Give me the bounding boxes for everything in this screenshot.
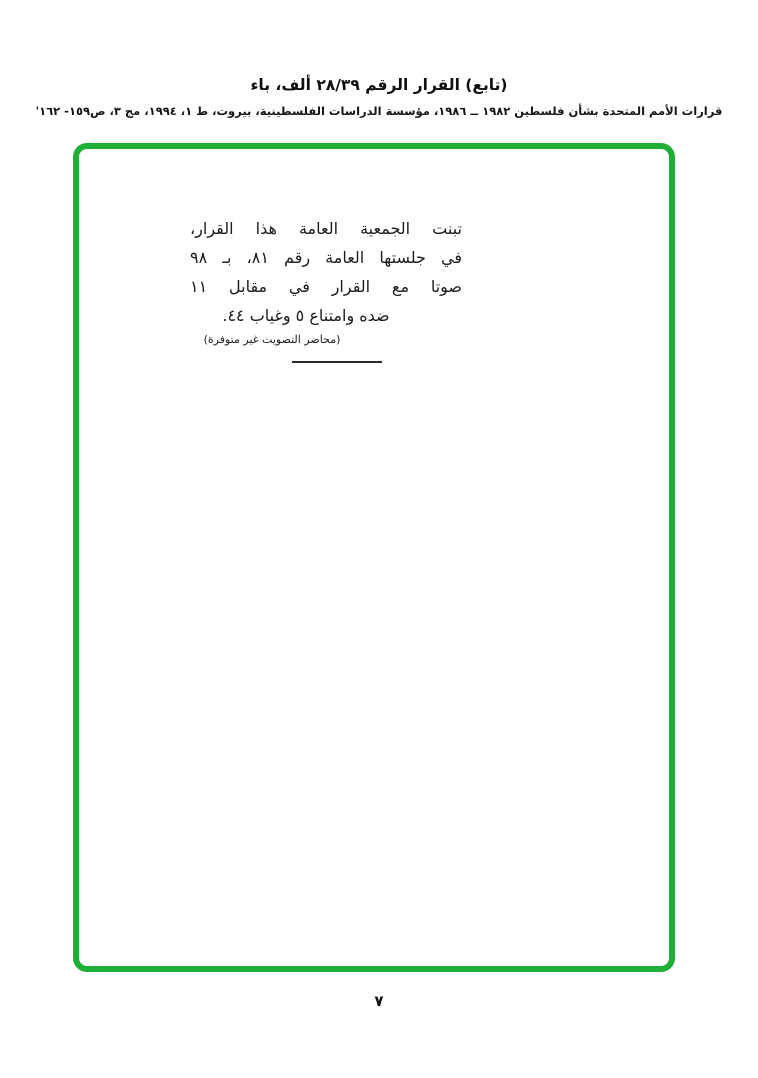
paragraph-line-3: صوتا مع القرار في مقابل ١١: [190, 277, 462, 296]
resolution-paragraph: [190, 214, 462, 363]
paragraph-line-2: في جلستها العامة رقم ٨١، بـ ٩٨: [190, 248, 462, 267]
voting-records-note: (محاضر التصويت غير متوفرة): [203, 333, 341, 346]
paragraph-line-4: ضده وامتناع ٥ وغياب ٤٤.: [222, 306, 390, 325]
paragraph-line-1: تبنت الجمعية العامة هذا القرار،: [190, 219, 462, 238]
header-source-citation: قرارات الأمم المتحدة بشأن فلسطين ١٩٨٢ ــ ١٩٨٦، مؤسسة الدراسات الفلسطينية، بيروت، ط ١، ١٩٩٤، مج ٣، ص١٥٩- ١٦٢': [35, 104, 723, 118]
divider-rule: [292, 361, 382, 363]
header-resolution-title: (تابع) القرار الرقم ٢٨/٣٩ ألف، باء: [250, 76, 508, 94]
page-number: ٧: [374, 992, 384, 1010]
